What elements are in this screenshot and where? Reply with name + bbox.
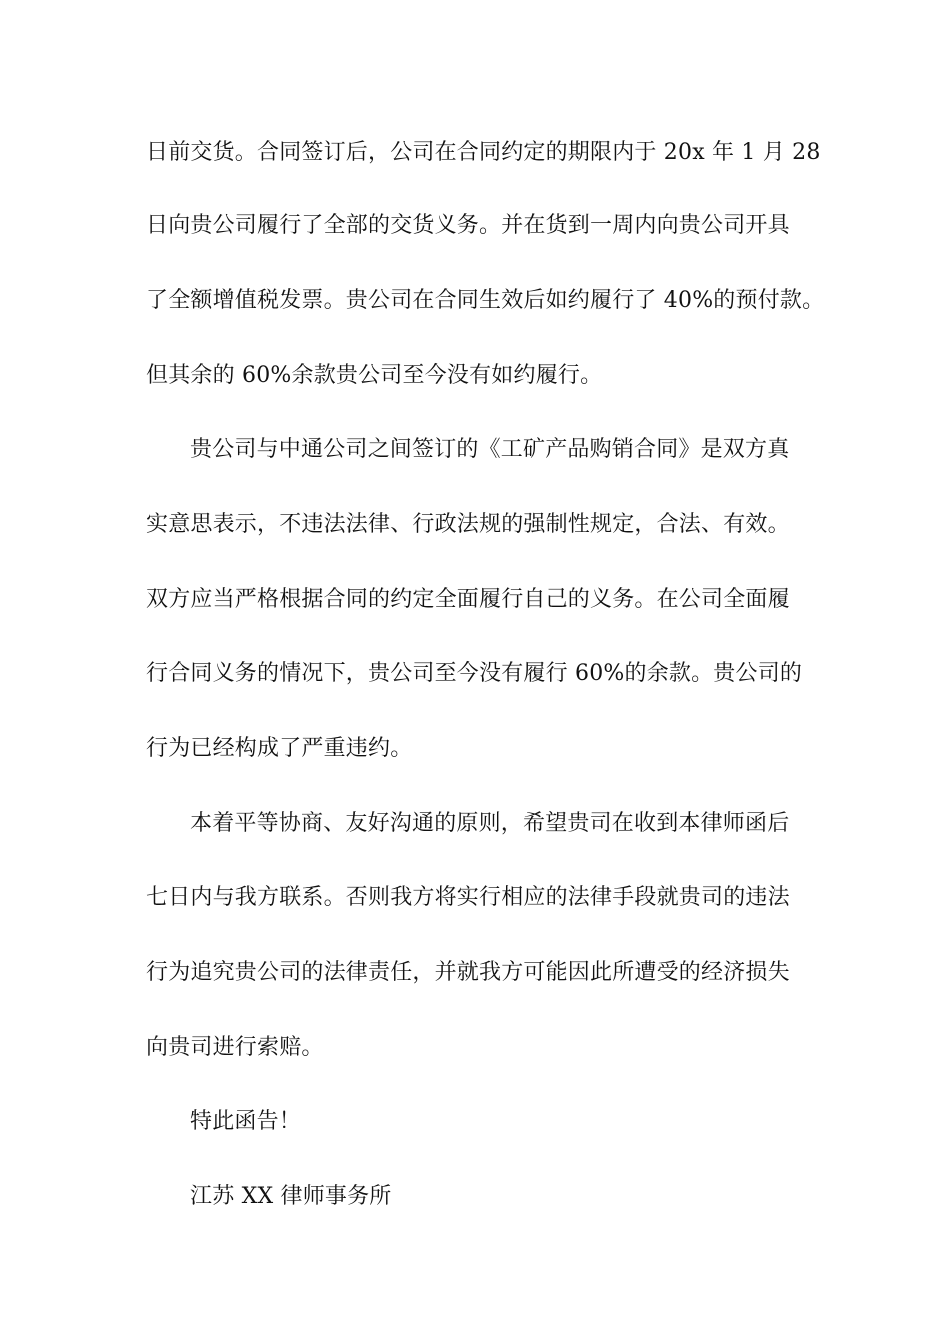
paragraph-2-line-2: 实意思表示，不违法法律、行政法规的强制性规定，合法、有效。 [146,512,790,537]
paragraph-1-line-2: 日向贵公司履行了全部的交货义务。并在货到一周内向贵公司开具 [146,213,790,238]
paragraph-3-line-2: 七日内与我方联系。否则我方将实行相应的法律手段就贵司的违法 [146,885,790,910]
signature-line: 江苏 XX 律师事务所 [190,1184,392,1209]
paragraph-3-line-4: 向贵司进行索赔。 [146,1035,324,1060]
paragraph-1-line-3: 了全额增值税发票。贵公司在合同生效后如约履行了 40%的预付款。 [146,288,825,313]
paragraph-2-line-1: 贵公司与中通公司之间签订的《工矿产品购销合同》是双方真 [190,437,790,462]
paragraph-1-line-1: 日前交货。合同签订后，公司在合同约定的期限内于 20x 年 1 月 28 [146,140,821,165]
closing-line: 特此函告！ [190,1109,302,1134]
paragraph-3-line-3: 行为追究贵公司的法律责任，并就我方可能因此所遭受的经济损失 [146,960,790,985]
paragraph-2-line-4: 行合同义务的情况下，贵公司至今没有履行 60%的余款。贵公司的 [146,661,803,686]
paragraph-3-line-1: 本着平等协商、友好沟通的原则，希望贵司在收到本律师函后 [190,811,790,836]
paragraph-1-line-4: 但其余的 60%余款贵公司至今没有如约履行。 [146,363,603,388]
paragraph-2-line-5: 行为已经构成了严重违约。 [146,736,413,761]
paragraph-2-line-3: 双方应当严格根据合同的约定全面履行自己的义务。在公司全面履 [146,587,790,612]
